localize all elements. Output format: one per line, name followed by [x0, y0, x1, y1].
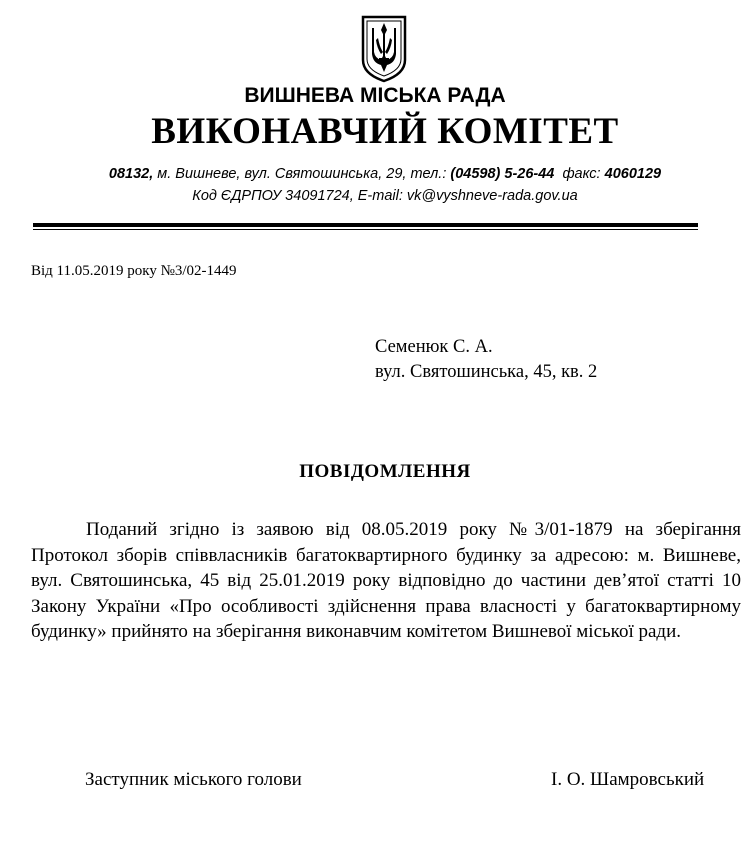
addressee-name: Семенюк С. А.: [375, 337, 493, 357]
phone-number: (04598) 5-26-44: [450, 166, 555, 182]
trident-coat-of-arms-icon: [359, 14, 409, 84]
notice-body: Поданий згідно із заявою від 08.05.2019 року №3/01-1879 на зберігання Протокол зборів співвласників багатоквартирного будинку за адресою: м. Вишневе, вул. Святошинська, 45 від 25.01.2019 року відповідно до частини дев’ятої статті 10 Закону України «Про особливості здійснення права власності у багатоквартирному будинку» прийнято на зберігання виконавчим комітетом Вишневої міської ради.: [31, 519, 741, 643]
signer-name: І. О. Шамровський: [551, 769, 705, 790]
header-divider-thin: [33, 229, 698, 230]
fax-label: факс:: [554, 166, 605, 182]
header-divider-thick: [33, 223, 698, 227]
outgoing-reference: Від 11.05.2019 року №3/02-1449: [31, 263, 237, 279]
fax-number: 4060129: [604, 166, 662, 182]
council-name: ВИШНЕВА МІСЬКА РАДА: [244, 84, 506, 107]
registry-email-line: Код ЄДРПОУ 34091724, E-mail: vk@vyshneve-rada.gov.ua: [192, 188, 578, 204]
postcode: 08132,: [108, 166, 154, 182]
addressee-block: [375, 335, 597, 385]
document-title: ПОВІДОМЛЕННЯ: [299, 461, 471, 482]
committee-name: ВИКОНАВЧИЙ КОМІТЕТ: [151, 111, 619, 152]
signer-position: Заступник міського голови: [85, 769, 302, 790]
address-text: м. Вишневе, вул. Святошинська, 29, тел.:: [153, 166, 451, 182]
addressee-address: вул. Святошинська, 45, кв. 2: [375, 362, 598, 382]
contact-line: [0, 166, 750, 182]
